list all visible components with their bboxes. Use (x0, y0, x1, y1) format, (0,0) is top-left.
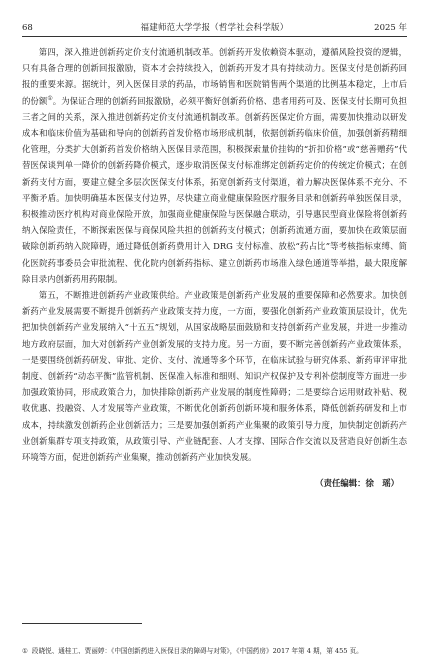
page-number: 68 (22, 23, 33, 33)
article-body (22, 44, 407, 491)
responsible-editor (22, 475, 407, 491)
paragraph-text: 第五，不断推进创新药产业政策供给。产业政策是创新药产业发展的重要保障和必然要求。加快创新药产业发展需要不断提升创新药产业政策支持力度，一方面，要强化创新药产业政策顶层设计，优先把加快创新药产业发展纳入“十五五”规划，从国家战略层面鼓励和支持创新药产业发展，并进一步推动地方政府层面，加大对创新药产业创新发展的支持力度。另一方面，要不断完善创新药产业政策体系，一是要围绕创新药研发、审批、定价、支付、流通等多个环节，在临床试验与研究体系、新药审评审批制度、创新药“动态平衡”监管机制、医保准入标准和细则、知识产权保护及专利补偿制度等方面进一步加强政策协同，形成政策合力，加快排除创新药产业发展的制度性障碍；二是要综合运用财政补贴、税收优惠、投融资、人才发展等产业政策，不断优化创新药创新环境和服务体系，降低创新药研发和上市成本，持续激发创新药企业创新活力；三是要加强创新药产业集聚的政策引导力度，加快制定创新药产业创新集群专项支持政策，从政策引导、产业链配套、人才支撑、国际合作交流以及营造良好创新生态环境等方面，促进创新药产业集聚，推动创新药产业加快发展。 (22, 290, 407, 463)
editor-line: （责任编辑：徐 瑶） (315, 478, 399, 489)
footnote-reference[interactable]: ① (47, 94, 53, 102)
journal-title: 福建师范大学学报（哲学社会科学版） (140, 23, 289, 33)
footnote-mark: ① (22, 647, 28, 655)
footnote (22, 646, 407, 656)
publication-year: 2025 年 (374, 23, 407, 33)
paragraph-fifth-measure (22, 287, 407, 465)
running-header (22, 22, 407, 37)
paragraph-text-start: 第四，深入推进创新药定价支付流通机制改革。创新药开发依赖资本驱动，遵循风险投资的逻辑，只有具备合理的创新回报激励，资本才会持续投入，创新药开发才具有持续动力。医保支付是创新药回报的重要来源。据统计，列入医保目录的药品，市场销售和医院销售两个渠道的比例基本稳定，上市后的份额 (22, 47, 407, 106)
paragraph-fourth-measure (22, 44, 407, 287)
footnote-text: 段晓悦、通桂工、贾丽婷：《中国创新药进入医保目录的障碍与对策》，《中国药房》2017 年第 4 期，第 455 页。 (31, 647, 363, 655)
footnote-divider (22, 623, 142, 624)
paragraph-text-rest: 。为保证合理的创新药回报激励，必须平衡好创新药价格、患者用药可及、医保支付长期可负担三者之间的关系，深入推进创新药定价支付流通机制改革。创新药医保定价方面，需要加快推动以研发成本和临床价值为基础和导向的创新药首发价格市场形成机制，依据创新药临床价值，加强创新药精细化管理，分类扩大创新药首发价格纳入医保目录范围，积极探索量价挂钩的“折扣价格”或“慈善赠药”代替医保谈判单一降价的创新药降价模式，逐步取消医保支付标准绑定创新药定价的传统定价模式；在创新药支付方面，要建立健全多层次医保支付体系，拓宽创新药支付渠道，着力解决医保体系不充分、不平衡矛盾。加快明确基本医保支付边界，尽快建立商业健康保险医疗服务目录和创新药单独医保目录，积极推动医疗机构对商业保险开放，加强商业健康保险与医保融合联动，引导惠民型商业保险将创新药纳入保险责任，不断探索医保与商保风险共担的创新药支付模式；创新药流通方面，要加快在政策层面破除创新药纳入院障碍，通过降低创新药费用计入 DRG 支付标准、放松“药占比”等考核指标束缚、简化医院药事委员会审批流程、优化院内创新药指标、建立创新药市场准入绿色通道等举措，最大限度解除目录内创新药用药限制。 (22, 95, 408, 284)
